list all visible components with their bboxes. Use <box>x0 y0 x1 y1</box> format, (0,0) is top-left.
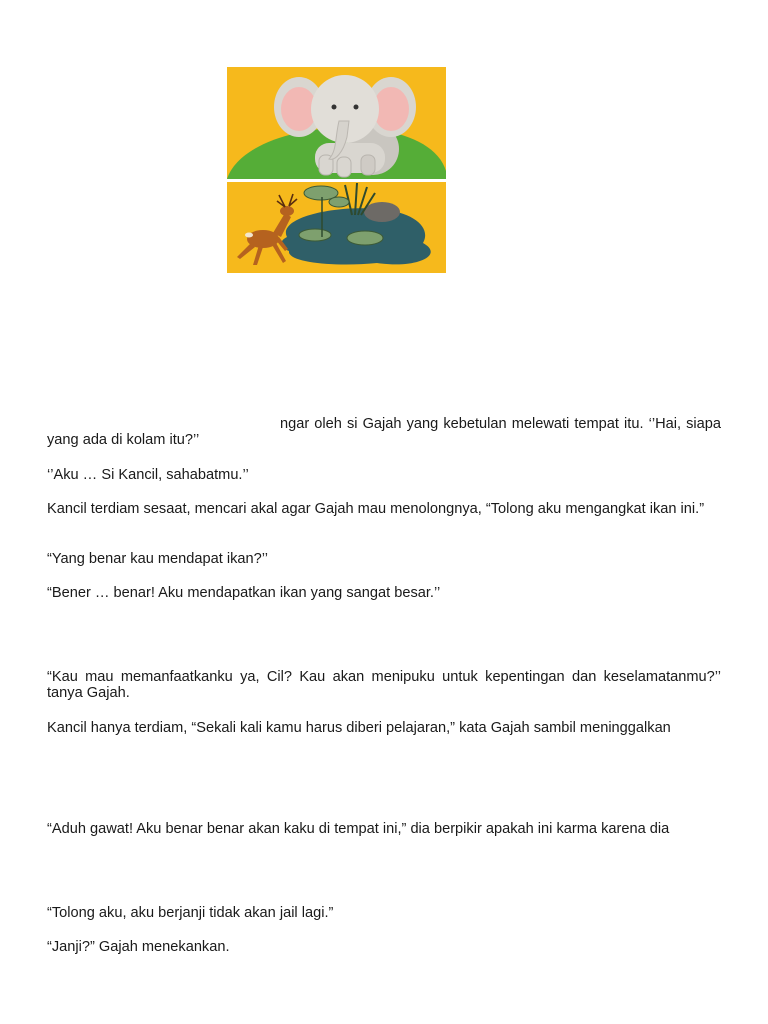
story-paragraph: “Tolong aku, aku berjanji tidak akan jail lagi.” <box>47 905 334 921</box>
illustration-svg <box>227 67 446 273</box>
story-paragraph: Kancil hanya terdiam, “Sekali kali kamu harus diberi pelajaran,” kata Gajah sambil meninggalkan <box>47 720 671 736</box>
panel-divider <box>227 179 446 182</box>
story-paragraph: Kancil terdiam sesaat, mencari akal agar Gajah mau menolongnya, “Tolong aku mengangkat ikan ini.” <box>47 501 705 517</box>
story-paragraph: ‘’Aku … Si Kancil, sahabatmu.’’ <box>47 467 249 483</box>
story-paragraph: “Yang benar kau mendapat ikan?’’ <box>47 551 268 567</box>
story-paragraph: “Bener … benar! Aku mendapatkan ikan yang sangat besar.’’ <box>47 585 441 601</box>
story-paragraph: ngar oleh si Gajah yang kebetulan melewati tempat itu. ‘’Hai, siapa yang ada di kolam itu?’’ <box>47 416 721 448</box>
story-illustration <box>227 67 446 273</box>
story-paragraph: “Aduh gawat! Aku benar benar akan kaku di tempat ini,” dia berpikir apakah ini karma karena dia <box>47 821 670 837</box>
story-paragraph: “Janji?” Gajah menekankan. <box>47 939 230 955</box>
story-paragraph: “Kau mau memanfaatkanku ya, Cil? Kau akan menipuku untuk kepentingan dan keselamatanmu?’’ tanya Gajah. <box>47 669 721 701</box>
rock <box>364 202 400 222</box>
